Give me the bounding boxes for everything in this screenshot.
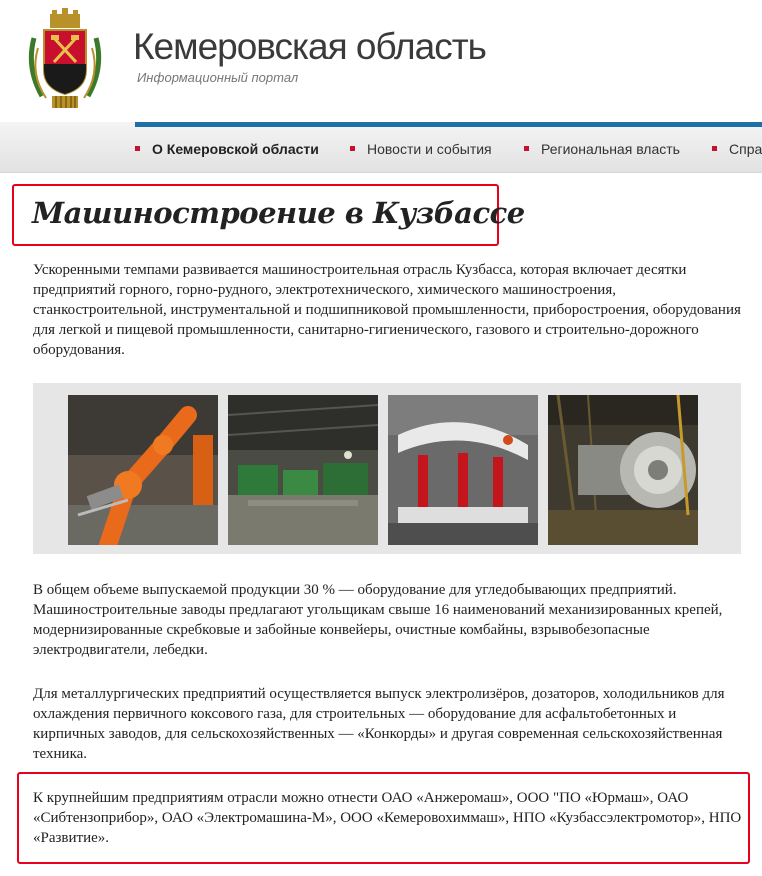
paragraph-metallurgy: Для металлургических предприятий осуществляется выпуск электролизёров, дозаторов, холодильников для охлаждения первичного коксового газа, для строительных — оборудование для асфальтобетонных и кирпичных заводов, для сельскохозяйственных — «Конкорды» и другая современная сельскохозяйственная техника. <box>33 686 725 762</box>
bullet-icon <box>350 146 355 151</box>
page-title: Машиностроение в Кузбассе <box>32 196 525 230</box>
nav-item-about-region[interactable] <box>135 141 319 157</box>
nav-item-label: О Кемеровской области <box>152 141 319 157</box>
gallery-photo-heavy-machinery[interactable] <box>548 395 698 545</box>
main-navigation <box>0 122 762 173</box>
site-subtitle: Информационный портал <box>137 70 299 85</box>
nav-item-regional-power[interactable] <box>524 141 680 157</box>
bullet-icon <box>135 146 140 151</box>
paragraph-coal-equipment: В общем объеме выпускаемой продукции 30 % — оборудование для угледобывающих предприятий. Машиностроительные заводы предлагают угольщикам свыше 16 наименований механизированных крепей, модернизированные скребковые и забойные конвейеры, очистные комбайны, взрывобезопасные электродвигатели, лебедки. <box>33 582 723 658</box>
site-header <box>0 0 762 122</box>
nav-item-news[interactable] <box>350 141 492 157</box>
bullet-icon <box>524 146 529 151</box>
site-title[interactable]: Кемеровская область <box>133 26 486 67</box>
gallery-photo-factory-hall[interactable] <box>228 395 378 545</box>
gallery-photo-mining-support[interactable] <box>388 395 538 545</box>
nav-item-reference[interactable] <box>712 141 762 157</box>
coat-of-arms-logo[interactable] <box>24 8 106 110</box>
photo-gallery <box>33 383 741 554</box>
paragraph-major-enterprises: К крупнейшим предприятиям отрасли можно отнести ОАО «Анжеромаш», ООО "ПО «Юрмаш», ОАО «Сибтензоприбор», ОАО «Электромашина-М», ООО «Кемеровохиммаш», НПО «Кузбассэлектромотор», НПО «Развитие». <box>33 790 742 846</box>
nav-accent-bar <box>135 122 762 127</box>
nav-item-label: Новости и события <box>367 141 492 157</box>
bullet-icon <box>712 146 717 151</box>
intro-paragraph: Ускоренными темпами развивается машиностроительная отрасль Кузбасса, которая включает десятки предприятий горного, горно-рудного, электротехнического, химического машиностроения, станкостроительной, инструментальной и подшипниковой промышленности, приборостроения, оборудования для легкой и пищевой промышленности, санитарно-гигиенического, газового и строительно-дорожного оборудования. <box>33 262 741 358</box>
nav-item-label: Спра <box>729 141 762 157</box>
gallery-photo-robot-arm[interactable] <box>68 395 218 545</box>
nav-item-label: Региональная власть <box>541 141 680 157</box>
